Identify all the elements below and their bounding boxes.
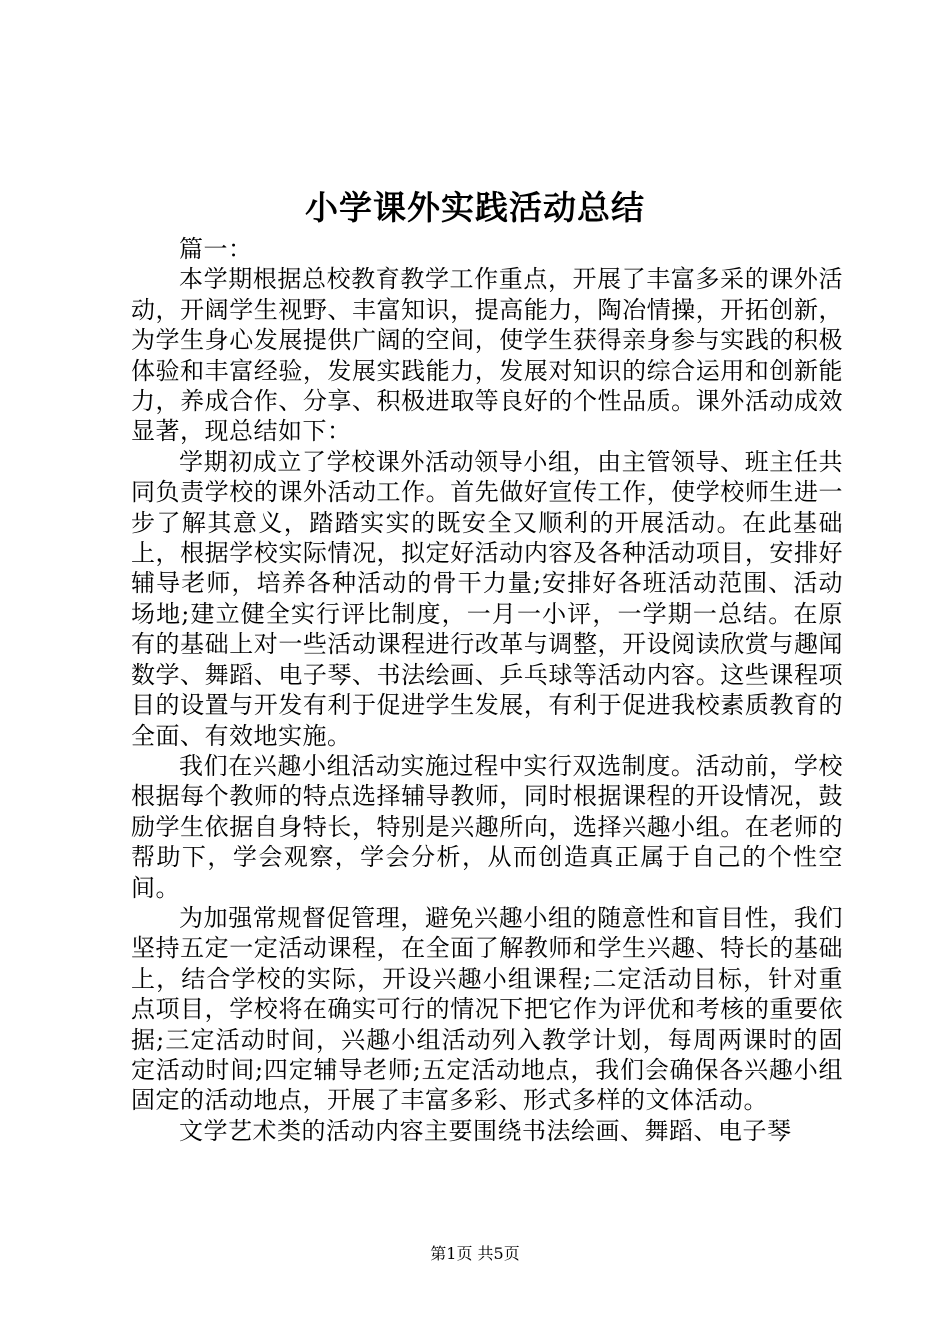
document-body [131, 234, 843, 1146]
document-title: 小学课外实践活动总结 [305, 188, 645, 227]
paragraph: 文学艺术类的活动内容主要围绕书法绘画、舞蹈、电子琴 [179, 1116, 792, 1145]
paragraph: 为加强常规督促管理，避免兴趣小组的随意性和盲目性，我们坚持五定一定活动课程，在全面了解教师和学生兴趣、特长的基础上，结合学校的实际，开设兴趣小组课程;二定活动目标，针对重点项目，学校将在确实可行的情况下把它作为评优和考核的重要依据;三定活动时间，兴趣小组活动列入教学计划，每周两课时的固定活动时间;四定辅导老师;五定活动地点，我们会确保各兴趣小组固定的活动地点，开展了丰富多彩、形式多样的文体活动。 [131, 903, 843, 1115]
paragraph: 我们在兴趣小组活动实施过程中实行双选制度。活动前，学校根据每个教师的特点选择辅导教师，同时根据课程的开设情况，鼓励学生依据自身特长，特别是兴趣所向，选择兴趣小组。在老师的帮助下，学会观察，学会分析，从而创造真正属于自己的个性空间。 [131, 751, 843, 902]
paragraph: 本学期根据总校教育教学工作重点，开展了丰富多采的课外活动，开阔学生视野、丰富知识，提高能力，陶冶情操，开拓创新，为学生身心发展提供广阔的空间，使学生获得亲身参与实践的积极体验和丰富经验，发展实践能力，发展对知识的综合运用和创新能力，养成合作、分享、积极进取等良好的个性品质。课外活动成效显著，现总结如下： [131, 265, 843, 446]
page-footer: 第1页 共5页 [430, 1244, 520, 1263]
paragraph: 学期初成立了学校课外活动领导小组，由主管领导、班主任共同负责学校的课外活动工作。首先做好宣传工作，使学校师生进一步了解其意义，踏踏实实的既安全又顺利的开展活动。在此基础上，根据学校实际情况，拟定好活动内容及各种活动项目，安排好辅导老师，培养各种活动的骨干力量;安排好各班活动范围、活动场地;建立健全实行评比制度，一月一小评，一学期一总结。在原有的基础上对一些活动课程进行改革与调整，开设阅读欣赏与趣闻数学、舞蹈、电子琴、书法绘画、乒乓球等活动内容。这些课程项目的设置与开发有利于促进学生发展，有利于促进我校素质教育的全面、有效地实施。 [131, 447, 843, 750]
paragraph-heading: 篇一： [179, 235, 253, 263]
